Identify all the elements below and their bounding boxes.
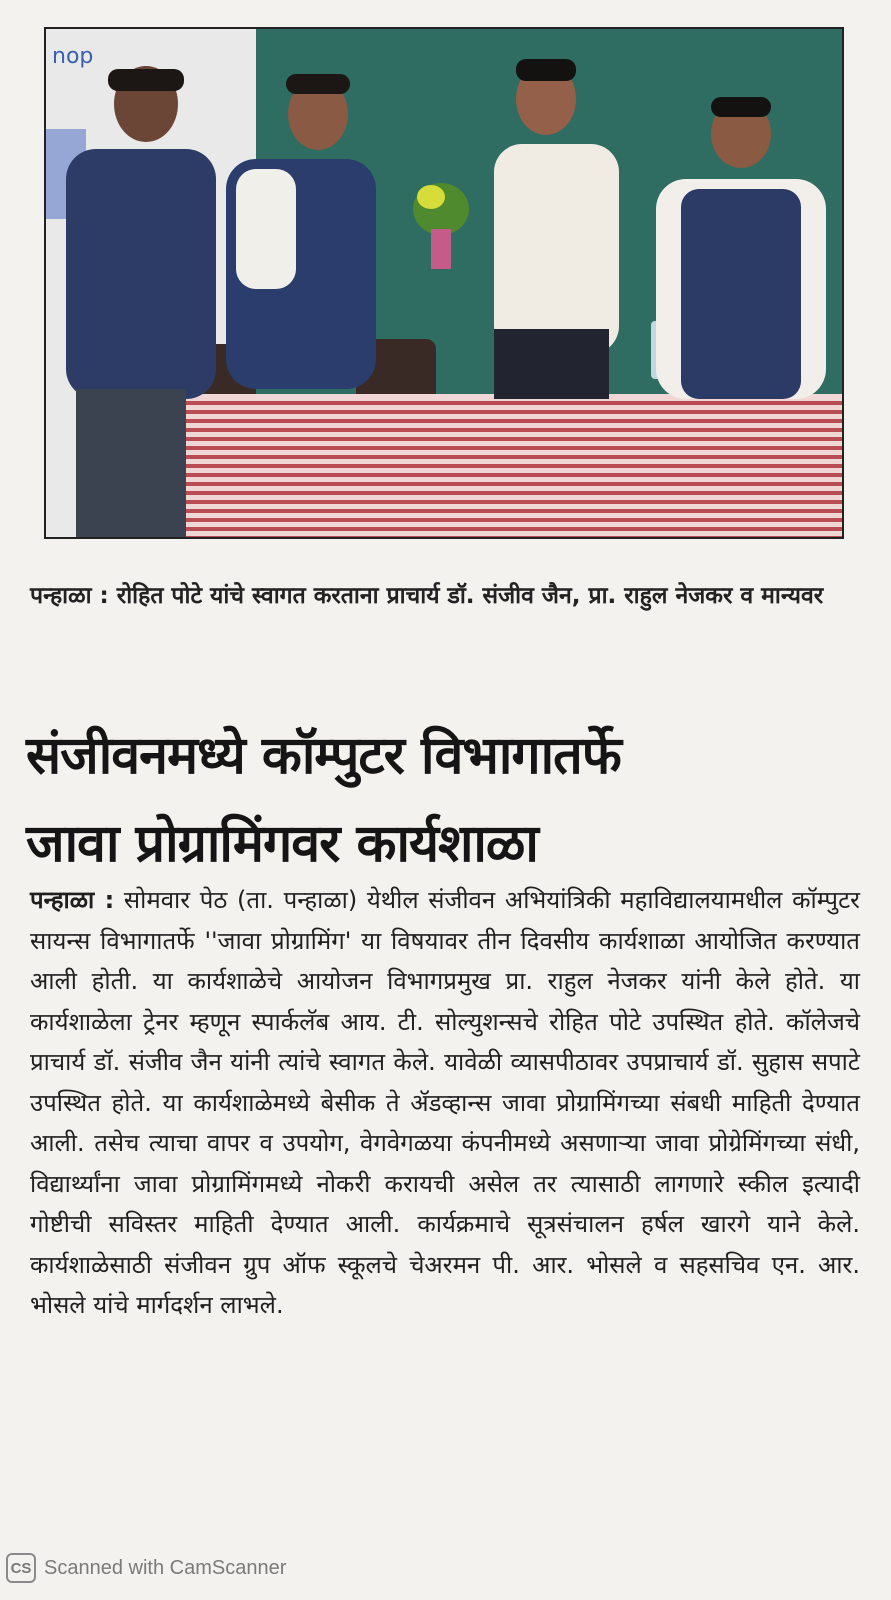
article-dateline: पन्हाळा :: [30, 886, 115, 914]
caption-dateline: पन्हाळा :: [30, 583, 109, 609]
cloth-stripe: [116, 455, 842, 459]
headline-line-2: जावा प्रोग्रामिंगवर कार्यशाळा: [26, 814, 538, 874]
cloth-stripe: [116, 500, 842, 504]
table-cloth: [116, 394, 842, 537]
headline-line-1: संजीवनमध्ये कॉम्पुटर विभागातर्फे: [26, 726, 621, 786]
cloth-stripe: [116, 410, 842, 414]
news-photo: [44, 27, 844, 539]
cloth-stripe: [116, 536, 842, 537]
article-headline: [26, 712, 876, 888]
scanner-watermark: [6, 1550, 286, 1586]
cloth-stripe: [116, 527, 842, 531]
camscanner-logo: CS: [6, 1553, 36, 1583]
cloth-stripe: [116, 437, 842, 441]
photo-caption: [30, 578, 860, 614]
cloth-stripe: [116, 464, 842, 468]
cloth-stripe: [116, 419, 842, 423]
wall-text: nop: [52, 44, 94, 69]
cloth-stripe: [116, 428, 842, 432]
cloth-stripe: [116, 482, 842, 486]
article-body: [30, 880, 860, 1326]
cloth-stripe: [116, 473, 842, 477]
cloth-stripe: [116, 401, 842, 405]
cloth-stripe: [116, 509, 842, 513]
cloth-stripe: [116, 518, 842, 522]
cloth-stripe: [116, 446, 842, 450]
article-text: सोमवार पेठ (ता. पन्हाळा) येथील संजीवन अभियांत्रिकी महाविद्यालयामधील कॉम्पुटर सायन्स विभागातर्फे ''जावा प्रोग्रामिंग' या विषयावर तीन दिवसीय कार्यशाळा आयोजित करण्यात आली होती. या कार्यशाळेचे आयोजन विभागप्रमुख प्रा. राहुल नेजकर यांनी केले होते. या कार्यशाळेला ट्रेनर म्हणून स्पार्कलॅब आय. टी. सोल्युशन्सचे रोहित पोटे उपस्थित होते. कॉलेजचे प्राचार्य डॉ. संजीव जैन यांनी त्यांचे स्वागत केले. यावेळी व्यासपीठावर उपप्राचार्य डॉ. सुहास सपाटे उपस्थित होते. या कार्यशाळेमध्ये बेसीक ते ॲडव्हान्स जावा प्रोग्रामिंगच्या संबधी माहिती देण्यात आली. तसेच त्याचा वापर व उपयोग, वेगवेगळया कंपनीमध्ये असणाऱ्या जावा प्रोग्रेमिंगच्या संधी, विद्यार्थ्यांना जावा प्रोग्रामिंगमध्ये नोकरी करायची असेल तर त्यासाठी लागणारे स्कील इत्यादी गोष्टीची सविस्तर माहिती देण्यात आली. कार्यक्रमाचे सूत्रसंचालन हर्षल खारगे याने केले. कार्यशाळेसाठी संजीवन ग्रुप ऑफ स्कूलचे चेअरमन पी. आर. भोसले व सहसचिव एन. आर. भोसले यांचे मार्गदर्शन लाभले.: [30, 886, 860, 1319]
watermark-text: Scanned with CamScanner: [44, 1556, 287, 1579]
photo-scene: [46, 29, 842, 537]
cloth-stripe: [116, 491, 842, 495]
caption-text: रोहित पोटे यांचे स्वागत करताना प्राचार्य डॉ. संजीव जैन, प्रा. राहुल नेजकर व मान्यवर: [116, 583, 824, 609]
